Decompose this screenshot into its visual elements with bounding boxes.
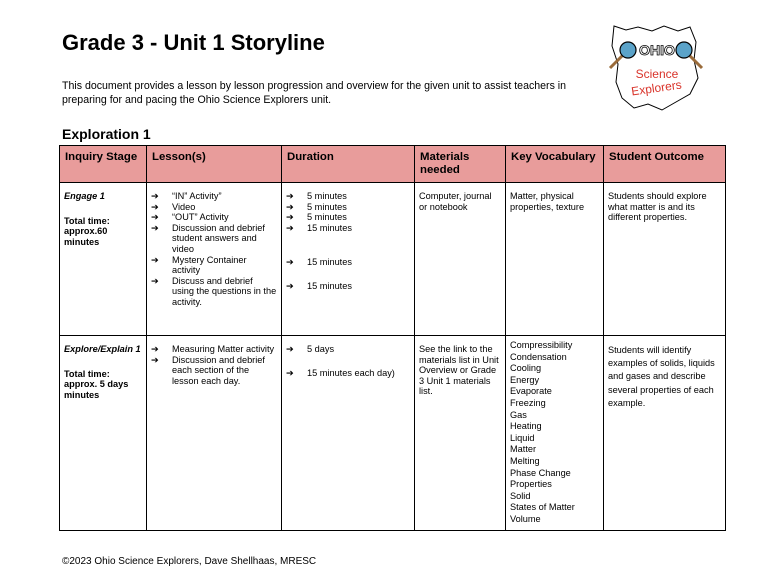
table-row — [60, 336, 726, 531]
list-item: ➔ 15 minutes each day) — [286, 367, 395, 378]
column-header: Student Outcome — [604, 146, 726, 183]
duration-cell — [282, 183, 415, 336]
arrow-icon: ➔ — [286, 344, 294, 354]
vocabulary-cell — [506, 336, 604, 531]
vocabulary-term: Heating — [510, 421, 542, 432]
list-item: ➔ Discussion and debrief each section of the lesson each day. — [151, 354, 265, 386]
arrow-icon: ➔ — [286, 201, 294, 212]
list-item: ➔ Video — [151, 201, 196, 212]
list-item: ➔ “OUT” Activity — [151, 212, 229, 223]
vocabulary-term: States of Matter — [510, 502, 575, 513]
column-header: Lesson(s) — [147, 146, 282, 183]
duration-cell — [282, 336, 415, 531]
logo-line2: Explorers — [630, 77, 683, 99]
inquiry-stage-cell — [60, 336, 147, 531]
list-item: ➔ 5 minutes — [286, 201, 347, 212]
vocabulary-term: Cooling — [510, 363, 542, 374]
list-item: ➔ Discuss and debrief using the questions in the activity. — [151, 275, 277, 307]
ohio-science-explorers-logo — [604, 22, 710, 114]
list-item: ➔ 5 minutes — [286, 191, 347, 201]
arrow-icon: ➔ — [286, 222, 294, 233]
arrow-icon: ➔ — [151, 212, 159, 223]
vocabulary-term: Condensation — [510, 351, 567, 362]
list-item: ➔ “IN” Activity” — [151, 191, 222, 201]
arrow-icon: ➔ — [151, 201, 159, 212]
arrow-icon: ➔ — [151, 354, 159, 365]
list-item: ➔ 15 minutes — [286, 257, 352, 268]
arrow-icon: ➔ — [151, 254, 159, 265]
vocabulary-term: Solid — [510, 490, 531, 501]
list-item: ➔ 5 days — [286, 344, 335, 354]
list-item: ➔ 15 minutes — [286, 222, 352, 233]
table-header-row — [60, 146, 726, 183]
list-item: ➔ Measuring Matter activity — [151, 344, 275, 354]
stage-total-time: Total time: approx.60 minutes — [64, 215, 110, 247]
vocabulary-term: Evaporate — [510, 386, 552, 397]
arrow-icon: ➔ — [286, 212, 294, 223]
arrow-icon: ➔ — [286, 257, 294, 268]
stage-name: Explore/Explain 1 — [64, 344, 141, 354]
vocabulary-term: Melting — [510, 455, 540, 466]
stage-total-time: Total time: approx. 5 days minutes — [64, 368, 129, 400]
section-title: Exploration 1 — [62, 126, 151, 142]
storyline-table — [59, 145, 726, 531]
list-item: ➔ Mystery Container activity — [151, 254, 247, 276]
footer-copyright: ©2023 Ohio Science Explorers, Dave Shellhaas, MRESC — [62, 556, 317, 567]
logo-top-text: OHIO — [639, 42, 675, 58]
arrow-icon: ➔ — [151, 275, 159, 286]
vocabulary-term: Volume — [510, 513, 541, 524]
stage-name: Engage 1 — [64, 191, 105, 201]
vocabulary-term: Compressibility — [510, 340, 573, 350]
materials-cell: See the link to the materials list in Unit Overview or Grade 3 Unit 1 materials list. — [415, 336, 506, 531]
intro-paragraph: This document provides a lesson by lesson progression and overview for the given unit to assist teachers in preparing for and pacing the Ohio Science Explorers unit. — [62, 80, 567, 106]
lessons-cell — [147, 183, 282, 336]
column-header: Key Vocabulary — [506, 146, 604, 183]
vocabulary-cell: Matter, physical properties, texture — [506, 183, 604, 336]
arrow-icon: ➔ — [286, 191, 294, 201]
table-row — [60, 183, 726, 336]
list-item: ➔ 5 minutes — [286, 212, 347, 223]
vocabulary-term: Gas — [510, 409, 527, 420]
arrow-icon: ➔ — [286, 280, 294, 291]
column-header: Duration — [282, 146, 415, 183]
vocabulary-term: Properties — [510, 479, 552, 490]
arrow-icon: ➔ — [151, 344, 159, 354]
arrow-icon: ➔ — [151, 191, 159, 201]
vocabulary-term: Matter — [510, 444, 537, 455]
list-item: ➔ 15 minutes — [286, 280, 352, 291]
list-item: ➔ Discussion and debrief student answers and video — [151, 222, 265, 254]
inquiry-stage-cell — [60, 183, 147, 336]
logo-line1: Science — [635, 67, 679, 81]
column-header: Inquiry Stage — [60, 146, 147, 183]
vocabulary-term: Phase Change — [510, 467, 571, 478]
column-header: Materials needed — [415, 146, 506, 183]
vocabulary-term: Energy — [510, 374, 540, 385]
arrow-icon: ➔ — [286, 367, 294, 378]
outcome-cell: Students should explore what matter is and its different properties. — [604, 183, 726, 336]
arrow-icon: ➔ — [151, 222, 159, 233]
materials-cell: Computer, journal or notebook — [415, 183, 506, 336]
lessons-cell — [147, 336, 282, 531]
page-title: Grade 3 - Unit 1 Storyline — [62, 30, 325, 55]
outcome-cell: Students will identify examples of solids, liquids and gases and describe several properties of each example. — [604, 336, 726, 531]
vocabulary-term: Freezing — [510, 397, 546, 408]
vocabulary-term: Liquid — [510, 432, 535, 443]
